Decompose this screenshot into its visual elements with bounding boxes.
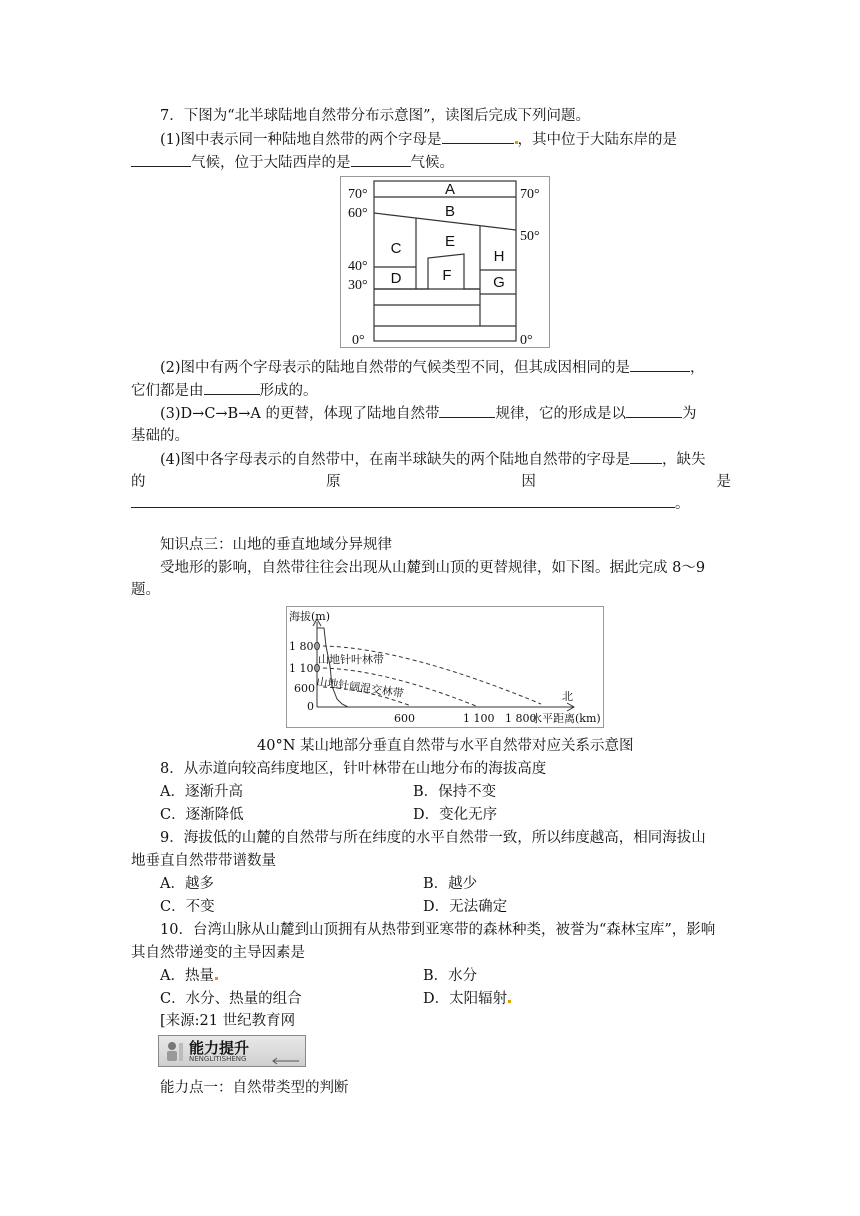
q8-stem: 8．从赤道向较高纬度地区，针叶林带在山地分布的海拔高度 [160,761,547,777]
arrow-icon [271,1057,301,1065]
lat-label-left: 40° [348,259,368,274]
q7-part3-line1: (3)D→C→B→A 的更替，体现了陆地自然带 规律，它的形成是以 为 [160,403,696,424]
q8-option-b[interactable]: B．保持不变 [413,784,497,800]
marker-dot [215,977,218,980]
lat-label-left: 30° [348,278,368,293]
q7-intro: 7．下图为“北半球陆地自然带分布示意图”，读图后完成下列问题。 [160,108,591,124]
q7-part2-line1: (2)图中有两个字母表示的陆地自然带的气候类型不同，但其成因相同的是 ， [160,357,705,378]
ability-section-badge [158,1035,306,1067]
x-tick-label: 1 100 [463,712,495,725]
mountain-slope [317,628,348,707]
answer-blank[interactable] [204,380,260,395]
q10-stem-line1: 10．台湾山脉从山麓到山顶拥有从热带到亚寒带的森林种类，被誉为“森林宝库”，影响 [160,922,716,938]
q10-option-a[interactable]: A．热量 [160,966,218,986]
q10-option-b[interactable]: B．水分 [423,968,478,984]
lat-label-right: 70° [520,187,540,202]
q9-stem-line2: 地垂直自然带带谱数量 [131,853,276,869]
answer-blank[interactable] [442,129,514,144]
q7-part4-line1: (4)图中各字母表示的自然带中，在南半球缺失的两个陆地自然带的字母是 ，缺失 [160,449,706,470]
chart-caption: 40°N 某山地部分垂直自然带与水平自然带对应关系示意图 [257,738,634,754]
lat-label-left: 0° [352,333,365,348]
q9-option-b[interactable]: B．越少 [423,876,478,892]
q8-option-c[interactable]: C．逐渐降低 [160,807,244,823]
answer-blank[interactable] [626,403,682,418]
y-tick-label: 1 800 [289,640,321,653]
ability-point-1: 能力点一：自然带类型的判断 [160,1080,349,1096]
q7-part4-line3: 。 [131,493,690,514]
zone-label-b: B [444,203,456,220]
q7-part2-line2: 它们都是由 形成的。 [131,380,318,401]
lat-label-right: 50° [520,229,540,244]
north-label: 北 [562,690,573,703]
band-label-conifer: 山地针叶林带 [318,653,384,666]
badge-subtitle: NENGLITISHENG [189,1055,247,1063]
y-tick-label: 1 100 [289,662,321,675]
kp3-text-line1: 受地形的影响，自然带往往会出现从山麓到山顶的更替规律，如下图。据此完成 8～9 [160,560,706,576]
zone-label-c: C [390,240,402,257]
lat-label-left: 60° [348,206,368,221]
kp3-heading: 知识点三：山地的垂直地域分异规律 [160,537,392,553]
zone-label-g: G [493,274,505,291]
y-axis-title: 海拔(m) [289,610,331,623]
answer-blank[interactable] [439,403,495,418]
vertical-zone-chart [286,606,604,728]
natural-zone-diagram [340,176,550,348]
marker-dot [508,1000,511,1003]
x-axis-title: 水平距离(km) [531,712,601,725]
q9-option-d[interactable]: D．无法确定 [423,899,508,915]
figure-border [287,607,604,728]
zone-label-d: D [390,270,402,287]
answer-blank[interactable] [630,357,690,372]
answer-blank[interactable] [630,449,662,464]
source-note: [来源:21 世纪教育网 [160,1013,296,1029]
q10-option-d[interactable]: D．太阳辐射 [423,989,511,1009]
q10-option-c[interactable]: C．水分、热量的组合 [160,991,302,1007]
kp3-text-line2: 题。 [131,582,160,598]
y-tick-label: 0 [307,700,314,713]
zone-label-f: F [442,267,452,284]
q8-option-d[interactable]: D．变化无序 [413,807,498,823]
answer-blank[interactable] [351,152,411,167]
q7-part1-line2: 气候，位于大陆西岸的是 气候。 [131,152,454,173]
badge-title: 能力提升 [189,1039,250,1057]
q9-option-c[interactable]: C．不变 [160,899,215,915]
q8-option-a[interactable]: A．逐渐升高 [160,784,243,800]
zone-label-h: H [493,248,505,265]
q7-part4-line2: 的 原 因 是 [131,474,731,490]
q7-part3-line2: 基础的。 [131,428,189,444]
band-label-mixed: 山地针阔混交林带 [315,675,405,701]
q9-option-a[interactable]: A．越多 [160,876,214,892]
x-tick-label: 1 800 [505,712,537,725]
answer-blank[interactable] [131,493,675,508]
x-tick-label: 600 [394,712,415,725]
q7-part1-line1: (1)图中表示同一种陆地自然带的两个字母是 ，其中位于大陆东岸的是 [160,129,677,150]
q9-stem-line1: 9．海拔低的山麓的自然带与所在纬度的水平自然带一致，所以纬度越高，相同海拔山 [160,830,706,846]
lat-label-right: 0° [520,333,533,348]
zone-label-e: E [444,233,456,250]
answer-blank[interactable] [131,152,191,167]
zone-label-a: A [444,181,456,198]
y-tick-label: 600 [294,682,315,695]
lat-label-left: 70° [348,187,368,202]
q10-stem-line2: 其自然带递变的主导因素是 [131,945,305,961]
person-icon [162,1039,186,1063]
